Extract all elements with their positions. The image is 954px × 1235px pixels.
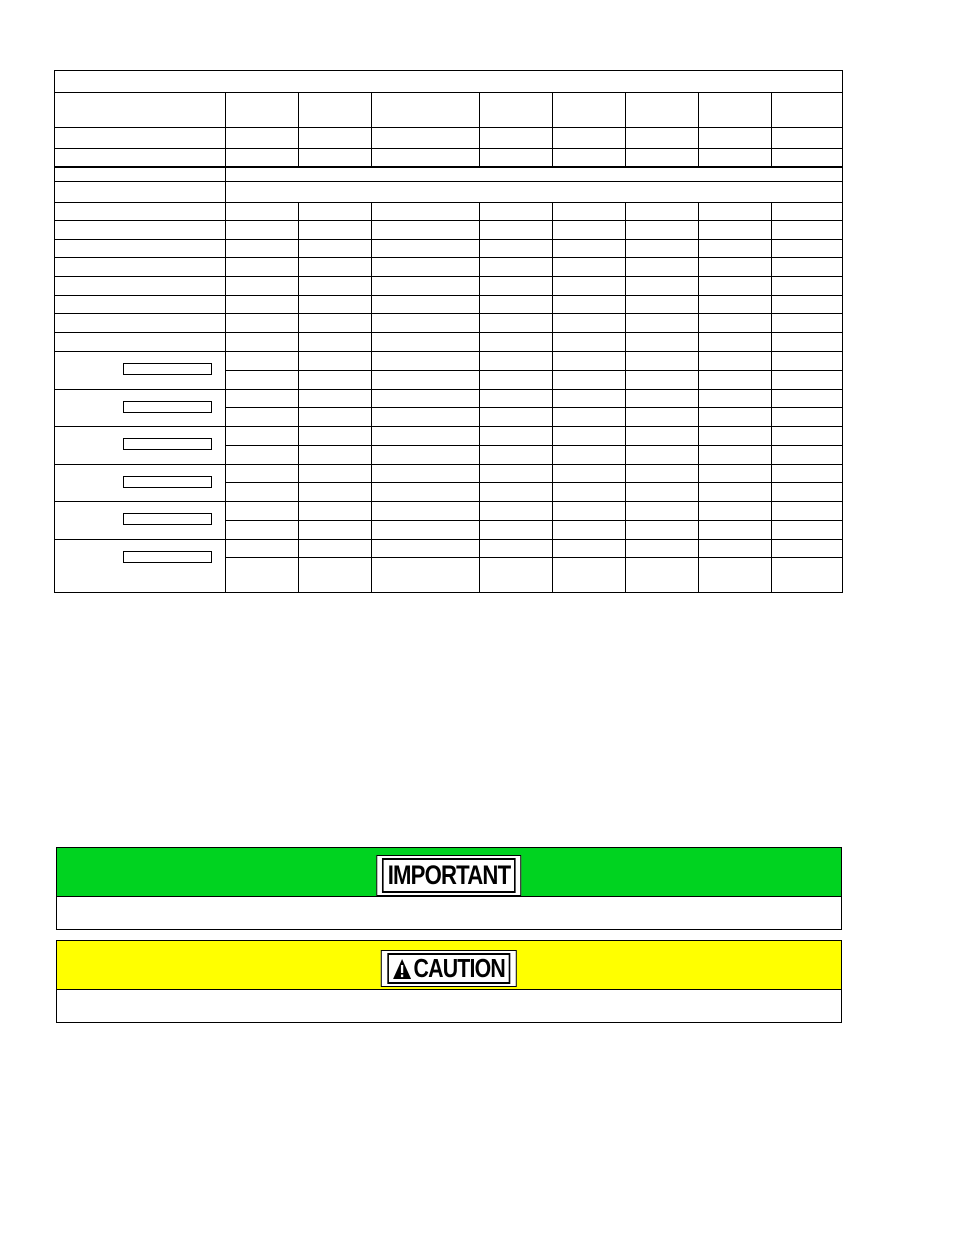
row-label-box xyxy=(123,513,212,525)
table-row-divider xyxy=(55,295,843,296)
table-row-divider xyxy=(55,351,843,352)
row-label-box xyxy=(123,438,212,450)
table-row-divider xyxy=(55,239,843,240)
table-subrow-divider xyxy=(225,482,843,483)
important-badge xyxy=(376,855,521,896)
table-column-divider xyxy=(552,202,553,593)
important-header xyxy=(57,848,841,897)
spec-table xyxy=(54,70,843,593)
table-row-divider xyxy=(55,92,843,93)
table-row-divider xyxy=(55,166,843,168)
table-column-divider xyxy=(225,166,226,593)
table-row-divider xyxy=(55,276,843,277)
table-row-divider xyxy=(55,181,843,182)
table-row-divider xyxy=(55,313,843,314)
table-row-divider xyxy=(55,257,843,258)
important-text xyxy=(57,897,841,929)
table-column-divider xyxy=(479,92,480,166)
table-column-divider xyxy=(771,202,772,593)
warning-triangle-icon xyxy=(393,959,411,979)
row-label-box xyxy=(123,476,212,488)
table-subrow-divider xyxy=(225,407,843,408)
table-column-divider xyxy=(225,92,226,166)
table-group-divider xyxy=(55,426,843,427)
table-subrow-divider xyxy=(225,445,843,446)
table-subrow-divider xyxy=(225,557,843,558)
caution-notice xyxy=(56,940,842,1023)
table-column-divider xyxy=(771,92,772,166)
caution-badge xyxy=(381,950,517,987)
caution-header xyxy=(57,941,841,990)
table-column-divider xyxy=(298,92,299,166)
table-row-divider xyxy=(55,220,843,221)
table-column-divider xyxy=(552,92,553,166)
table-group-divider xyxy=(55,389,843,390)
table-group-divider xyxy=(55,501,843,502)
table-column-divider xyxy=(698,202,699,593)
table-column-divider xyxy=(625,92,626,166)
table-row-divider xyxy=(55,148,843,149)
table-subrow-divider xyxy=(225,370,843,371)
table-row-divider xyxy=(55,332,843,333)
table-group-divider xyxy=(55,539,843,540)
row-label-box xyxy=(123,401,212,413)
table-column-divider xyxy=(698,92,699,166)
important-notice xyxy=(56,847,842,930)
row-label-box xyxy=(123,551,212,563)
caution-label: CAUTION xyxy=(413,953,505,983)
table-column-divider xyxy=(479,202,480,593)
table-row-divider xyxy=(55,127,843,128)
table-column-divider xyxy=(625,202,626,593)
table-column-divider xyxy=(298,202,299,593)
table-column-divider xyxy=(371,202,372,593)
table-subrow-divider xyxy=(225,520,843,521)
row-label-box xyxy=(123,363,212,375)
caution-text xyxy=(57,990,841,1022)
table-row-divider xyxy=(55,202,843,203)
table-group-divider xyxy=(55,464,843,465)
table-column-divider xyxy=(371,92,372,166)
important-label: IMPORTANT xyxy=(387,860,511,890)
